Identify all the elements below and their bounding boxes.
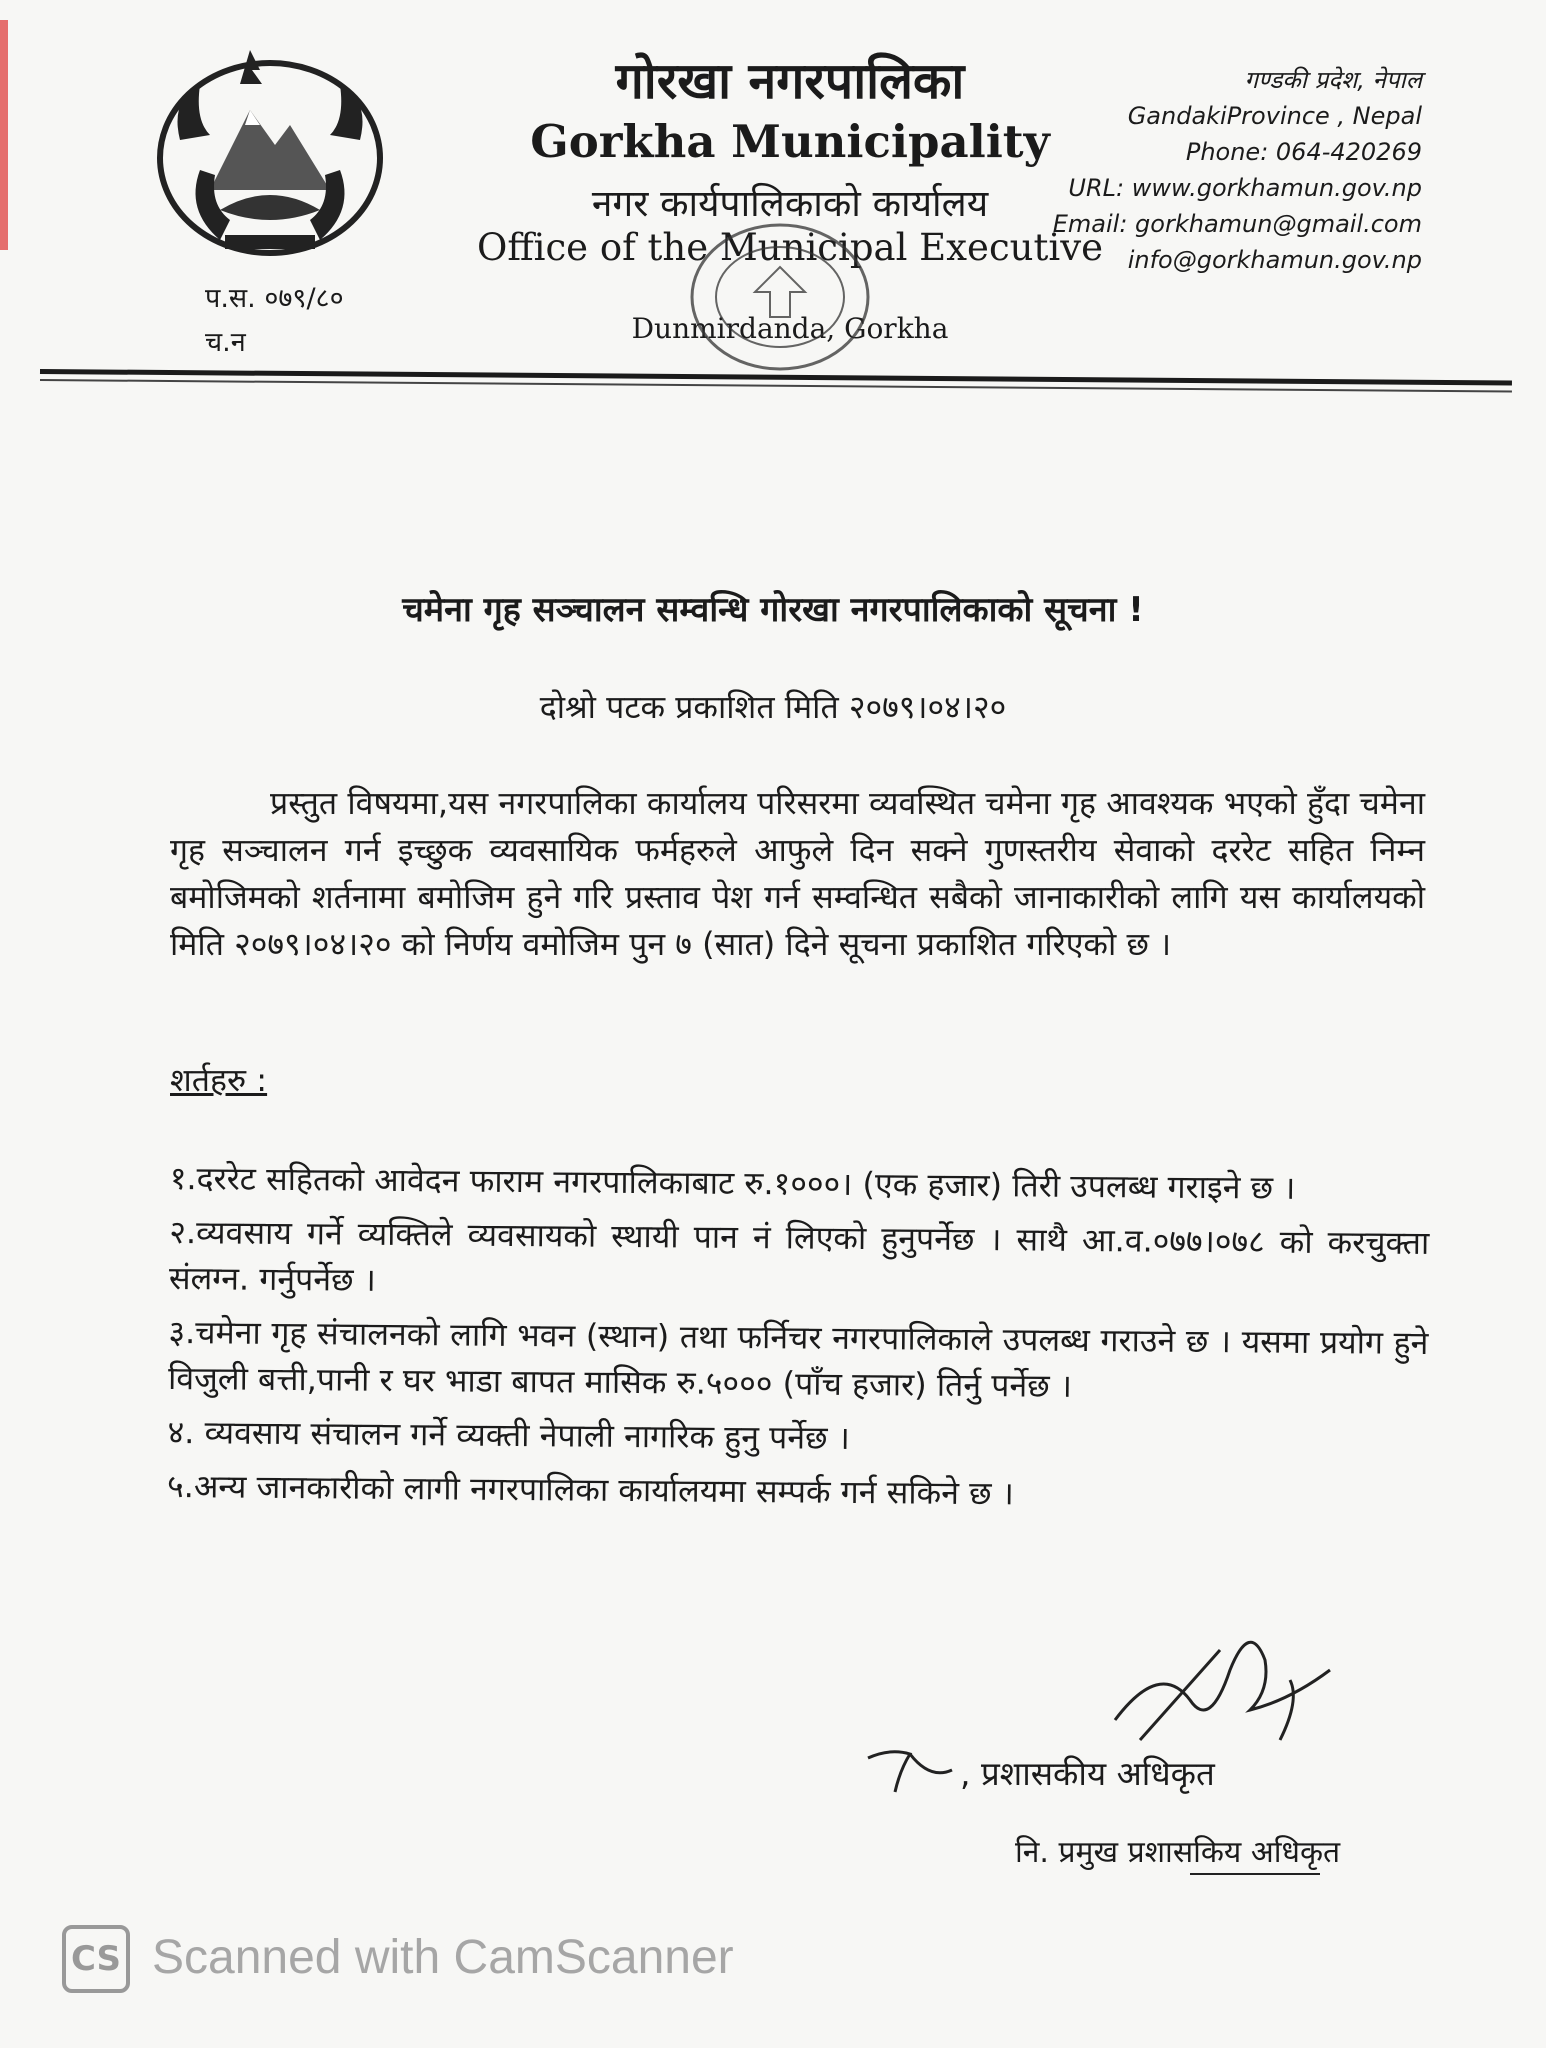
signatory-underline	[1190, 1873, 1320, 1875]
email-address-secondary: info@gorkhamun.gov.np	[1127, 246, 1422, 274]
publication-date: दोश्रो पटक प्रकाशित मिति २०७९।०४।२०	[539, 688, 1007, 726]
signatory-subtitle: नि. प्रमुख प्रशासकिय अधिकृत	[1015, 1835, 1341, 1870]
nepal-emblem-icon	[140, 40, 400, 265]
office-stamp-icon	[680, 212, 880, 382]
dispatch-number: च.न	[205, 327, 246, 358]
email-address: Email: gorkhamun@gmail.com	[1052, 210, 1422, 238]
office-name-nepali: नगर कार्यपालिकाको कार्यालय	[591, 182, 989, 225]
signatory-title: , प्रशासकीय अधिकृत	[960, 1754, 1215, 1793]
initial-mark-icon	[860, 1740, 960, 1800]
municipality-name-english: Gorkha Municipality	[530, 115, 1050, 168]
notice-body: प्रस्तुत विषयमा,यस नगरपालिका कार्यालय परिसरमा व्यवस्थित चमेना गृह आवश्यक भएको हुँदा चमेना गृह सञ्चालन गर्न इच्छुक व्यवसायिक फर्महरुले आफुले दिन सक्ने गुणस्तरीय सेवाको दररेट सहित निम्न बमोजिमको शर्तनामा बमोजिम हुने गरि प्रस्ताव पेश गर्न सम्वन्धित सबैको जानाकारीको लागि यस कार्यालयको मिति २०७९।०४।२० को निर्णय वमोजिम पुन ७ (सात) दिने सूचना प्रकाशित गरिएको छ ।	[170, 784, 1425, 963]
contact-block	[1053, 62, 1422, 278]
terms-list	[167, 1155, 1430, 1528]
office-location: Dunmirdanda, Gorkha	[631, 312, 949, 345]
term-item: ५.अन्य जानकारीको लागी नगरपालिका कार्यालयमा सम्पर्क गर्न सकिने छ ।	[166, 1466, 1014, 1513]
province-english: GandakiProvince , Nepal	[1127, 102, 1422, 130]
phone-number: Phone: 064-420269	[1185, 138, 1422, 166]
term-item: १.दररेट सहितको आवेदन फाराम नगरपालिकाबाट रु.१०००। (एक हजार) तिरी उपलब्ध गराइने छ ।	[169, 1158, 1296, 1207]
municipality-name-nepali: गोरखा नगरपालिका	[615, 52, 965, 110]
terms-heading: शर्तहरु :	[170, 1061, 268, 1099]
website-url: URL: www.gorkhamun.gov.np	[1068, 174, 1422, 202]
office-name-english: Office of the Municipal Executive	[476, 226, 1104, 269]
scan-watermark: Scanned with CamScanner	[152, 1931, 734, 1984]
camscanner-logo-icon: CS	[62, 1925, 130, 1993]
reference-number: प.स. ०७९/८०	[205, 283, 344, 314]
term-item: ४. व्यवसाय संचालन गर्ने व्यक्ती नेपाली नागरिक हुनु पर्नेछ ।	[167, 1412, 850, 1457]
term-item: २.व्यवसाय गर्ने व्यक्तिले व्यवसायको स्थायी पान नं लिएको हुनुपर्नेछ । साथै आ.व.०७७।०७८ को करचुक्ता संलग्न. गर्नुपर्नेछ ।	[168, 1212, 1430, 1299]
province-nepali: गण्डकी प्रदेश, नेपाल	[1244, 66, 1422, 94]
scan-edge-mark	[0, 20, 8, 250]
signature-icon	[1100, 1600, 1340, 1760]
term-item: ३.चमेना गृह संचालनको लागि भवन (स्थान) तथा फर्निचर नगरपालिकाले उपलब्ध गराउने छ । यसमा प्रयोग हुने विजुली बत्ती,पानी र घर भाडा बापत मासिक रु.५००० (पाँच हजार) तिर्नु पर्नेछ ।	[167, 1312, 1429, 1405]
notice-title: चमेना गृह सञ्चालन सम्वन्धि गोरखा नगरपालिकाको सूचना !	[402, 590, 1144, 630]
